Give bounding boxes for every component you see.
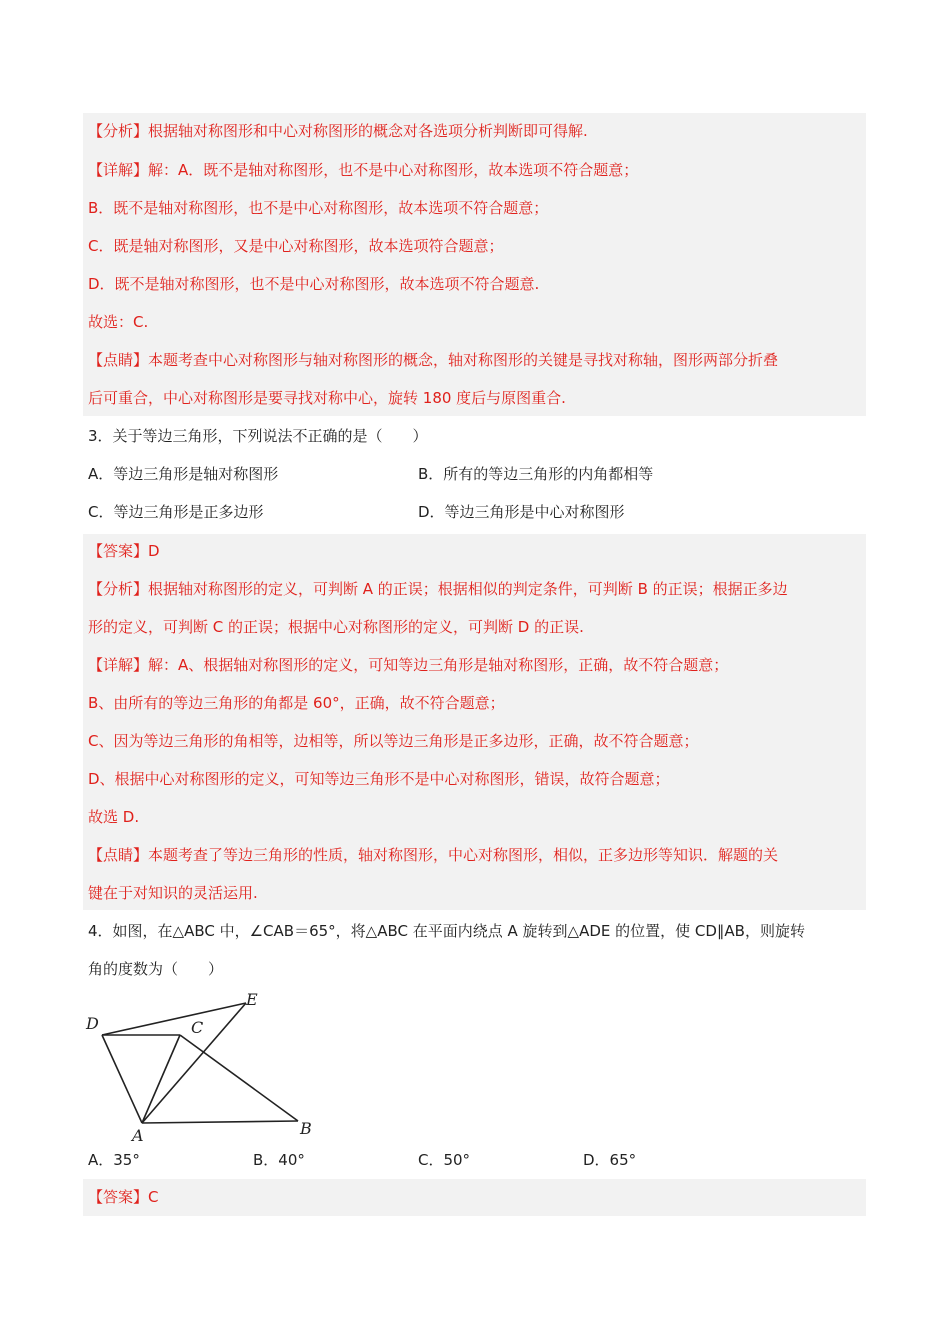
q4-option-d: D．65° — [583, 1151, 637, 1169]
q3-analysis-line: 形的定义，可判断 C 的正误；根据中心对称图形的定义，可判断 D 的正误. — [88, 618, 584, 636]
q3-detail-line: B、由所有的等边三角形的角都是 60°，正确，故不符合题意； — [88, 694, 505, 712]
q4-option-b: B．40° — [253, 1151, 305, 1169]
segment-ca — [142, 1035, 180, 1123]
label-c: C — [191, 1018, 204, 1037]
label-e: E — [246, 990, 258, 1009]
q4-answer: 【答案】C — [88, 1188, 159, 1206]
label-b: B — [300, 1119, 312, 1138]
q4-option-c: C．50° — [418, 1151, 471, 1169]
label-a: A — [132, 1126, 144, 1145]
segment-ab — [142, 1121, 298, 1123]
q3-option-b: B．所有的等边三角形的内角都相等 — [418, 465, 654, 483]
label-d: D — [86, 1014, 99, 1033]
q3-analysis-line: 【分析】根据轴对称图形的定义，可判断 A 的正误；根据相似的判定条件，可判断 B 的正误；根据正多边 — [88, 580, 788, 598]
segment-cb — [180, 1035, 298, 1121]
q2-comment-line: 【点睛】本题考查中心对称图形与轴对称图形的概念，轴对称图形的关键是寻找对称轴，图形两部分折叠 — [88, 351, 779, 369]
q2-analysis: 【分析】根据轴对称图形和中心对称图形的概念对各选项分析判断即可得解. — [88, 122, 588, 140]
segment-da — [102, 1035, 142, 1123]
q3-detail-line: D、根据中心对称图形的定义，可知等边三角形不是中心对称图形，错误，故符合题意； — [88, 770, 670, 788]
q2-choice: 故选：C. — [88, 313, 149, 331]
q2-comment-line: 后可重合，中心对称图形是要寻找对称中心，旋转 180 度后与原图重合. — [88, 389, 566, 407]
q2-detail-line: B．既不是轴对称图形，也不是中心对称图形，故本选项不符合题意； — [88, 199, 549, 217]
segment-de — [102, 1003, 246, 1035]
q3-answer: 【答案】D — [88, 542, 160, 560]
q3-choice: 故选 D. — [88, 808, 140, 826]
q2-detail-line: 【详解】解：A．既不是轴对称图形，也不是中心对称图形，故本选项不符合题意； — [88, 161, 639, 179]
q2-detail-line: D．既不是轴对称图形，也不是中心对称图形，故本选项不符合题意. — [88, 275, 540, 293]
q3-option-c: C．等边三角形是正多边形 — [88, 503, 264, 521]
q4-answer-block — [83, 1179, 866, 1216]
q4-stem-line2: 角的度数为（ ） — [88, 960, 224, 978]
q3-detail-line: C、因为等边三角形的角相等，边相等，所以等边三角形是正多边形，正确，故不符合题意； — [88, 732, 699, 750]
q4-option-a: A．35° — [88, 1151, 140, 1169]
q3-option-a: A．等边三角形是轴对称图形 — [88, 465, 279, 483]
q3-comment-line: 【点睛】本题考查了等边三角形的性质，轴对称图形，中心对称图形，相似，正多边形等知识．解题的关 — [88, 846, 779, 864]
q3-stem: 3．关于等边三角形，下列说法不正确的是（ ） — [88, 427, 428, 445]
q2-detail-line: C．既是轴对称图形，又是中心对称图形，故本选项符合题意； — [88, 237, 504, 255]
q3-comment-line: 键在于对知识的灵活运用. — [88, 884, 258, 902]
q3-option-d: D．等边三角形是中心对称图形 — [418, 503, 625, 521]
q4-figure — [80, 985, 330, 1145]
q4-stem-line1: 4．如图，在△ABC 中，∠CAB＝65°，将△ABC 在平面内绕点 A 旋转到△ADE 的位置，使 CD∥AB，则旋转 — [88, 922, 805, 940]
q3-detail-line: 【详解】解：A、根据轴对称图形的定义，可知等边三角形是轴对称图形，正确，故不符合题意； — [88, 656, 729, 674]
